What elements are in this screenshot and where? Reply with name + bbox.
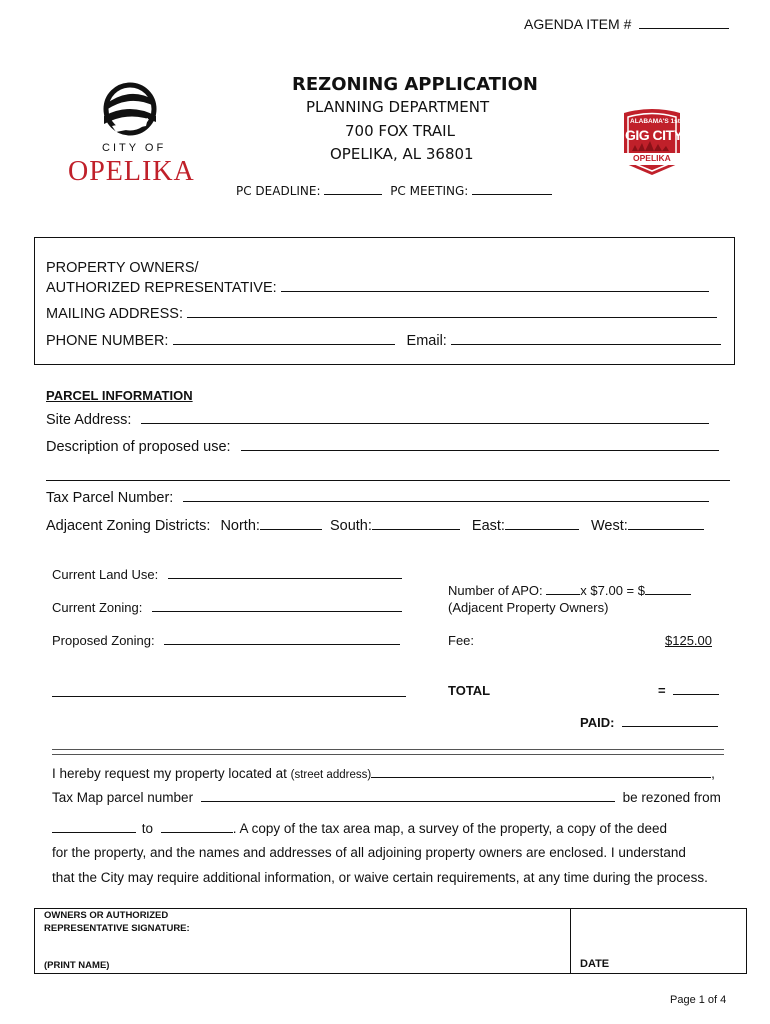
signature-divider — [570, 908, 571, 973]
current-land-use-row — [52, 567, 402, 582]
mailing-label: MAILING ADDRESS: — [46, 306, 183, 322]
agenda-item-label: AGENDA ITEM # — [524, 16, 632, 32]
south-label: South: — [329, 518, 372, 534]
total-equals: = — [658, 683, 666, 698]
request-line-1 — [52, 766, 715, 781]
street-address-hint: (street address) — [290, 769, 372, 781]
current-zoning-field[interactable] — [152, 610, 402, 612]
paid-row — [580, 715, 718, 730]
gig-city-top-text: ALABAMA'S 1st — [630, 118, 680, 125]
pc-meeting-label: PC MEETING: — [390, 184, 469, 198]
current-land-use-label: Current Land Use: — [52, 567, 159, 582]
request-line-4: for the property, and the names and addresses of all adjoining property owners are enclosed. I understand — [52, 845, 686, 860]
form-title: REZONING APPLICATION — [292, 74, 538, 95]
page-number: Page 1 of 4 — [670, 994, 727, 1006]
email-field[interactable] — [451, 343, 721, 345]
phone-row — [46, 333, 721, 349]
north-label: North: — [220, 518, 260, 534]
opelika-text: OPELIKA — [68, 156, 195, 187]
current-land-use-field[interactable] — [168, 577, 402, 579]
mailing-row — [46, 306, 717, 322]
site-address-field[interactable] — [141, 422, 709, 424]
request-comma: , — [711, 766, 715, 781]
rezoned-from-label: be rezoned from — [622, 790, 721, 805]
site-address-label: Site Address: — [46, 412, 132, 428]
owners-row — [46, 280, 709, 296]
adjacent-zoning-row — [46, 518, 704, 534]
dept-name: PLANNING DEPARTMENT — [306, 98, 490, 116]
phone-field[interactable] — [173, 343, 395, 345]
proposed-zoning-field[interactable] — [164, 643, 400, 645]
total-field[interactable] — [673, 693, 719, 695]
current-zoning-label: Current Zoning: — [52, 600, 143, 615]
request-text-3: . A copy of the tax area map, a survey of the property, a copy of the deed — [232, 821, 668, 836]
request-text-1: I hereby request my property located at — [52, 766, 287, 781]
city-logo — [66, 76, 196, 186]
gig-city-main-text: GIG CITY — [625, 127, 683, 143]
total-label: TOTAL — [448, 683, 491, 698]
extra-zoning-line[interactable] — [52, 696, 406, 697]
current-zoning-row — [52, 600, 402, 615]
pc-deadline-field[interactable] — [324, 193, 382, 195]
paid-field[interactable] — [622, 725, 718, 727]
west-label: West: — [591, 518, 628, 534]
east-field[interactable] — [505, 528, 579, 530]
tax-map-field[interactable] — [201, 800, 615, 802]
dept-street: 700 FOX TRAIL — [345, 122, 455, 140]
pc-dates — [236, 184, 552, 198]
owners-label-line1: PROPERTY OWNERS/ — [46, 260, 199, 276]
tax-parcel-row — [46, 490, 709, 506]
section-divider — [52, 749, 724, 755]
city-emblem-icon — [66, 76, 196, 146]
city-of-text: CITY OF — [102, 142, 167, 154]
agenda-item-field[interactable] — [639, 27, 729, 29]
adjacent-label: Adjacent Zoning Districts: — [46, 518, 211, 534]
fee-label: Fee: — [448, 633, 475, 648]
owners-label-line2: AUTHORIZED REPRESENTATIVE: — [46, 280, 277, 296]
street-address-field[interactable] — [371, 776, 711, 778]
mailing-field[interactable] — [187, 316, 717, 318]
request-line-3 — [52, 821, 667, 836]
apo-count-field[interactable] — [546, 593, 580, 595]
request-line-2 — [52, 790, 721, 805]
owners-signature-label-2: REPRESENTATIVE SIGNATURE: — [44, 923, 190, 934]
description-field[interactable] — [241, 449, 719, 451]
apo-amount-field[interactable] — [645, 593, 691, 595]
phone-label: PHONE NUMBER: — [46, 333, 169, 349]
to-zone-field[interactable] — [161, 831, 233, 833]
south-field[interactable] — [372, 528, 460, 530]
description-extra-line[interactable] — [46, 480, 730, 481]
description-row — [46, 439, 719, 455]
to-label: to — [141, 821, 154, 836]
site-address-row — [46, 412, 709, 428]
date-field[interactable] — [575, 912, 740, 956]
tax-map-label: Tax Map parcel number — [52, 790, 194, 805]
gig-city-logo — [616, 105, 688, 177]
proposed-zoning-row — [52, 633, 400, 648]
proposed-zoning-label: Proposed Zoning: — [52, 633, 155, 648]
paid-label: PAID: — [580, 715, 615, 730]
north-field[interactable] — [260, 528, 322, 530]
apo-rate-label: x $7.00 = $ — [580, 583, 645, 598]
email-label: Email: — [406, 333, 447, 349]
dept-city: OPELIKA, AL 36801 — [330, 145, 474, 163]
west-field[interactable] — [628, 528, 704, 530]
signature-field[interactable] — [40, 936, 560, 956]
request-line-5: that the City may require additional information, or waive certain requirements, at any time during the process. — [52, 870, 708, 885]
from-zone-field[interactable] — [52, 831, 136, 833]
gig-city-bottom-text: OPELIKA — [633, 153, 671, 163]
owners-signature-label-1: OWNERS OR AUTHORIZED — [44, 910, 169, 921]
tax-parcel-label: Tax Parcel Number: — [46, 490, 174, 506]
print-name-label: (PRINT NAME) — [44, 960, 110, 971]
tax-parcel-field[interactable] — [183, 500, 709, 502]
owners-field[interactable] — [281, 290, 709, 292]
description-label: Description of proposed use: — [46, 439, 231, 455]
east-label: East: — [471, 518, 505, 534]
date-label: DATE — [580, 958, 610, 970]
parcel-heading: PARCEL INFORMATION — [46, 388, 193, 403]
pc-meeting-field[interactable] — [472, 193, 552, 195]
apo-row — [448, 583, 691, 598]
total-row — [658, 683, 719, 698]
apo-number-label: Number of APO: — [448, 583, 543, 598]
pc-deadline-label: PC DEADLINE: — [236, 184, 321, 198]
apo-full-label: (Adjacent Property Owners) — [448, 600, 609, 615]
agenda-item — [524, 16, 729, 32]
fee-value: $125.00 — [665, 633, 712, 648]
